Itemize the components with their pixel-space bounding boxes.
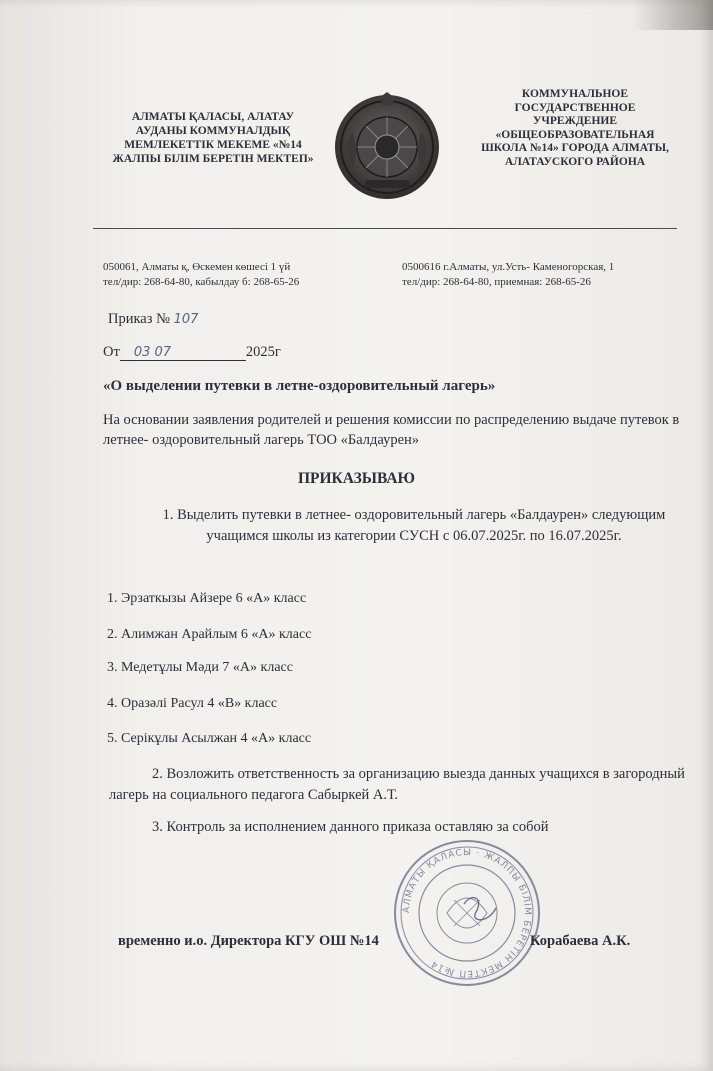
student-item: 5. Серікұлы Асылжан 4 «А» класс	[107, 731, 312, 746]
order-date	[103, 343, 281, 361]
header-left-kazakh: АЛМАТЫ ҚАЛАСЫ, АЛАТАУ АУДАНЫ КОММУНАЛДЫҚ МЕМЛЕКЕТТІК МЕКЕМЕ «№14 ЖАЛПЫ БІЛІМ БЕРЕТІН МЕКТЕП»	[112, 111, 314, 165]
address-right-line2: тел/дир: 268-64-80, приемная: 268-65-26	[402, 276, 591, 288]
signature-line	[118, 932, 631, 950]
address-right-line1: 0500616 г.Алматы, ул.Усть- Каменогорская, 1	[402, 261, 615, 273]
date-handwritten: 03 07	[133, 345, 172, 360]
seal-ring-text: АЛМАТЫ ҚАЛАСЫ · ЖАЛПЫ БІЛІМ БЕРЕТІН МЕКТЕП №14	[401, 847, 533, 979]
order-title: «О выделении путевки в летне-оздоровительный лагерь»	[103, 378, 496, 394]
header-right-russian: КОММУНАЛЬНОЕ ГОСУДАРСТВЕННОЕ УЧРЕЖДЕНИЕ «ОБЩЕОБРАЗОВАТЕЛЬНАЯ ШКОЛА №14» ГОРОДА АЛМАТЫ, АЛАТАУСКОГО РАЙОНА	[481, 88, 669, 168]
student-item: 2. Алимжан Арайлым 6 «А» класс	[107, 627, 312, 642]
order-item-3: 3. Контроль за исполнением данного приказа оставляю за собой	[152, 819, 549, 835]
date-prefix: От	[103, 344, 120, 360]
order-number-label: Приказ №	[108, 311, 170, 327]
order-command: ПРИКАЗЫВАЮ	[297, 470, 416, 487]
signatory-position: временно и.о. Директора КГУ ОШ №14	[118, 933, 379, 949]
date-blank	[120, 344, 246, 361]
order-number-handwritten: 107	[173, 312, 199, 327]
order-item-2: 2. Возложить ответственность за организацию выезда данных учащихся в загородный лагерь на социального педагога Сабыркей А.Т.	[109, 766, 685, 803]
state-emblem-icon	[331, 92, 443, 202]
address-left-line1: 050061, Алматы қ, Өскемен көшесі 1 үй	[103, 261, 291, 273]
order-number	[108, 310, 198, 329]
header-divider	[93, 228, 677, 229]
address-left-line2: тел/дир: 268-64-80, кабылдау б: 268-65-26	[103, 276, 300, 288]
address-right	[402, 260, 614, 290]
signatory-name: Корабаева А.К.	[530, 933, 631, 949]
official-seal-icon	[392, 838, 542, 988]
address-left	[103, 260, 299, 290]
date-suffix: 2025г	[245, 344, 281, 360]
student-item: 3. Медетұлы Мәди 7 «А» класс	[107, 660, 293, 675]
order-item-1: 1. Выделить путевки в летнее- оздоровительный лагерь «Балдаурен» следующим учащимся школы из категории СУСН с 06.07.2025г. по 16.07.2025г.	[162, 507, 666, 544]
student-item: 1. Эрзаткызы Айзере 6 «А» класс	[107, 591, 307, 606]
page-shadow	[633, 0, 713, 30]
student-item: 4. Оразәлі Расул 4 «В» класс	[107, 696, 278, 711]
order-basis: На основании заявления родителей и решения комиссии по распределению выдаче путевок в летнее- оздоровительный лагерь ТОО «Балдаурен»	[103, 412, 680, 448]
